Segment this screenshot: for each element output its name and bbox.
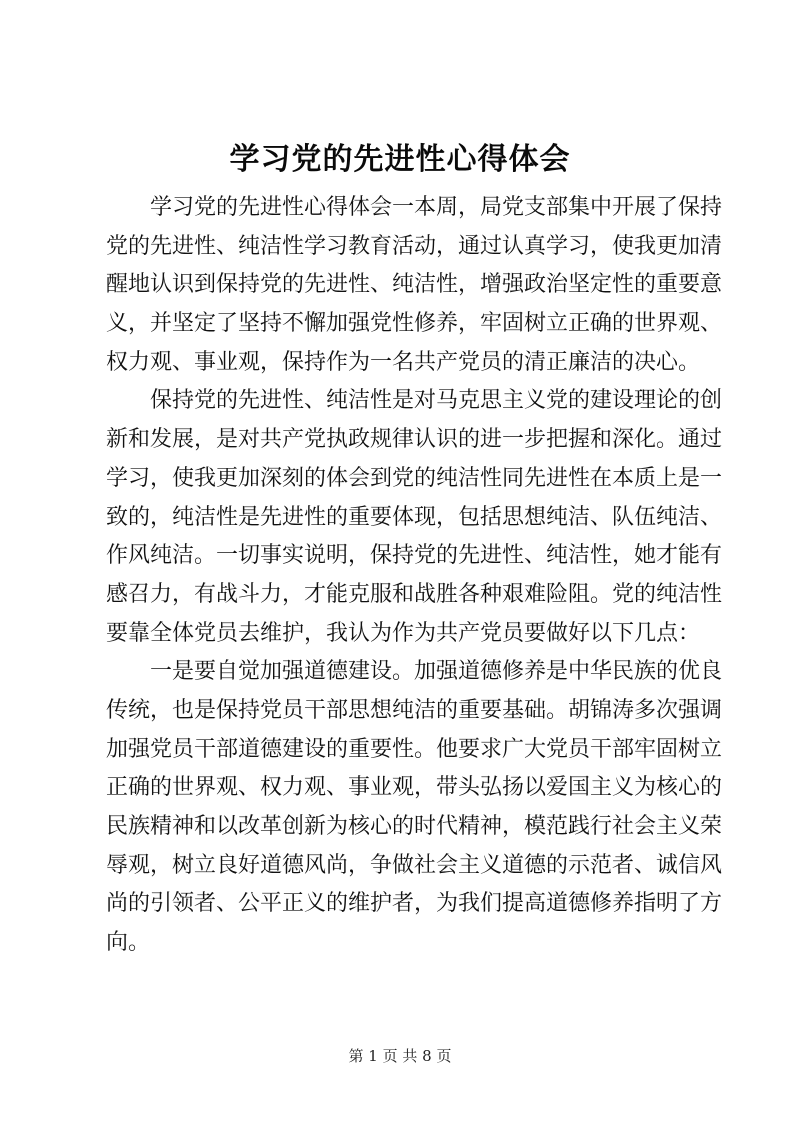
- paragraph-line: 学习，使我更加深刻的体会到党的纯洁性同先进性在本质上是一: [106, 465, 723, 491]
- page-number-footer: 第 1 页 共 8 页: [348, 1047, 452, 1065]
- paragraph-line: 党的先进性、纯洁性学习教育活动，通过认真学习，使我更加清: [106, 233, 723, 259]
- paragraph-line: 感召力，有战斗力，才能克服和战胜各种艰难险阻。党的纯洁性: [106, 581, 723, 607]
- paragraph-line: 尚的引领者、公平正义的维护者，为我们提高道德修养指明了方: [106, 891, 723, 917]
- paragraph-line: 民族精神和以改革创新为核心的时代精神，模范践行社会主义荣: [106, 814, 723, 839]
- paragraph-line: 要靠全体党员去维护，我认为作为共产党员要做好以下几点：: [106, 620, 701, 646]
- document-body: [106, 189, 723, 963]
- paragraph-line: 一是要自觉加强道德建设。加强道德修养是中华民族的优良: [150, 659, 723, 685]
- paragraph-line: 权力观、事业观，保持作为一名共产党员的清正廉洁的决心。: [106, 349, 701, 375]
- paragraph-line: 正确的世界观、权力观、事业观，带头弘扬以爱国主义为核心的: [106, 775, 723, 801]
- paragraph-3: [106, 653, 723, 963]
- paragraph-line: 醒地认识到保持党的先进性、纯洁性，增强政治坚定性的重要意: [106, 272, 723, 298]
- paragraph-line: 向。: [106, 930, 151, 956]
- paragraph-line: 辱观，树立良好道德风尚，争做社会主义道德的示范者、诚信风: [106, 852, 723, 878]
- paragraph-line: 作风纯洁。一切事实说明，保持党的先进性、纯洁性，她才能有: [106, 543, 723, 569]
- paragraph-line: 加强党员干部道德建设的重要性。他要求广大党员干部牢固树立: [106, 736, 723, 762]
- paragraph-1: [106, 189, 723, 382]
- document-title: 学习党的先进性心得体会: [229, 142, 571, 177]
- paragraph-2: [106, 382, 723, 653]
- paragraph-line: 致的，纯洁性是先进性的重要体现，包括思想纯洁、队伍纯洁、: [106, 504, 723, 530]
- paragraph-line: 保持党的先进性、纯洁性是对马克思主义党的建设理论的创: [150, 388, 723, 414]
- paragraph-line: 传统，也是保持党员干部思想纯洁的重要基础。胡锦涛多次强调: [106, 697, 723, 723]
- paragraph-line: 新和发展，是对共产党执政规律认识的进一步把握和深化。通过: [106, 427, 723, 453]
- paragraph-line: 义，并坚定了坚持不懈加强党性修养，牢固树立正确的世界观、: [106, 311, 723, 337]
- paragraph-line: 学习党的先进性心得体会一本周，局党支部集中开展了保持: [150, 195, 723, 220]
